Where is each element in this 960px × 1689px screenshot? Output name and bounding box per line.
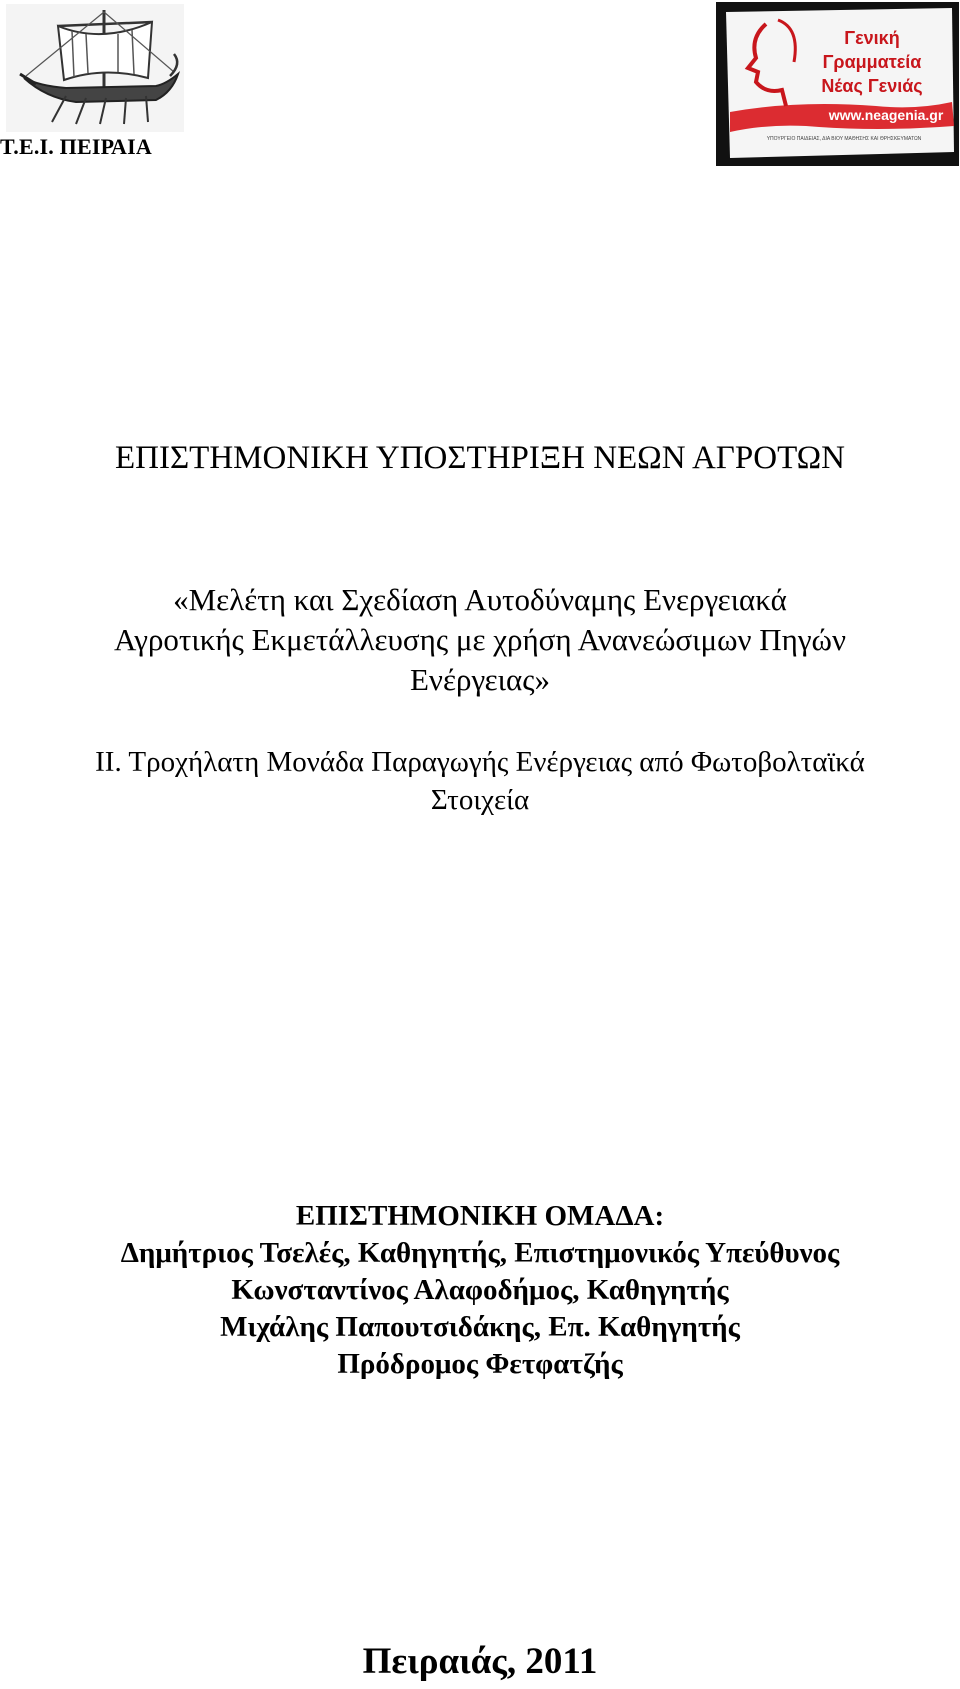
document-part-heading [0, 743, 960, 819]
neagenia-line-2: Γραμματεία [822, 52, 922, 72]
neagenia-url: www.neagenia.gr [828, 107, 944, 123]
team-member: Πρόδρομος Φετφατζής [337, 1348, 623, 1380]
team-member: Κωνσταντίνος Αλαφοδήμος, Καθηγητής [231, 1274, 729, 1306]
neagenia-badge-icon [716, 2, 959, 166]
part-line: ΙΙ. Τροχήλατη Μονάδα Παραγωγής Ενέργειας από Φωτοβολταϊκά [95, 746, 865, 778]
ancient-ship-icon [6, 4, 184, 132]
tei-piraeus-caption: Τ.Ε.Ι. ΠΕΙΡΑΙΑ [0, 134, 152, 159]
scientific-team [0, 1198, 960, 1383]
subtitle-line: Ενέργειας» [410, 662, 550, 697]
team-member: Μιχάλης Παπουτσιδάκης, Επ. Καθηγητής [220, 1311, 740, 1343]
document-title: ΕΠΙΣΤΗΜΟΝΙΚΗ ΥΠΟΣΤΗΡΙΞΗ ΝΕΩΝ ΑΓΡΟΤΩΝ [115, 440, 845, 476]
neagenia-logo [716, 2, 959, 166]
subtitle-line: Αγροτικής Εκμετάλλευσης με χρήση Ανανεώσιμων Πηγών [114, 622, 846, 657]
part-line: Στοιχεία [430, 784, 530, 816]
neagenia-line-3: Νέας Γενιάς [821, 76, 923, 96]
team-heading: ΕΠΙΣΤΗΜΟΝΙΚΗ ΟΜΑΔΑ: [295, 1200, 665, 1232]
subtitle-line: «Μελέτη και Σχεδίαση Αυτοδύναμης Ενεργειακά [173, 582, 787, 617]
neagenia-tagline: ΥΠΟΥΡΓΕΙΟ ΠΑΙΔΕΙΑΣ, ΔΙΑ ΒΙΟΥ ΜΑΘΗΣΗΣ ΚΑΙ ΘΡΗΣΚΕΥΜΑΤΩΝ [766, 136, 922, 142]
neagenia-line-1: Γενική [844, 28, 900, 48]
team-member: Δημήτριος Τσελές, Καθηγητής, Επιστημονικός Υπεύθυνος [120, 1237, 840, 1269]
document-subtitle [0, 580, 960, 700]
place-and-date: Πειραιάς, 2011 [362, 1641, 598, 1682]
